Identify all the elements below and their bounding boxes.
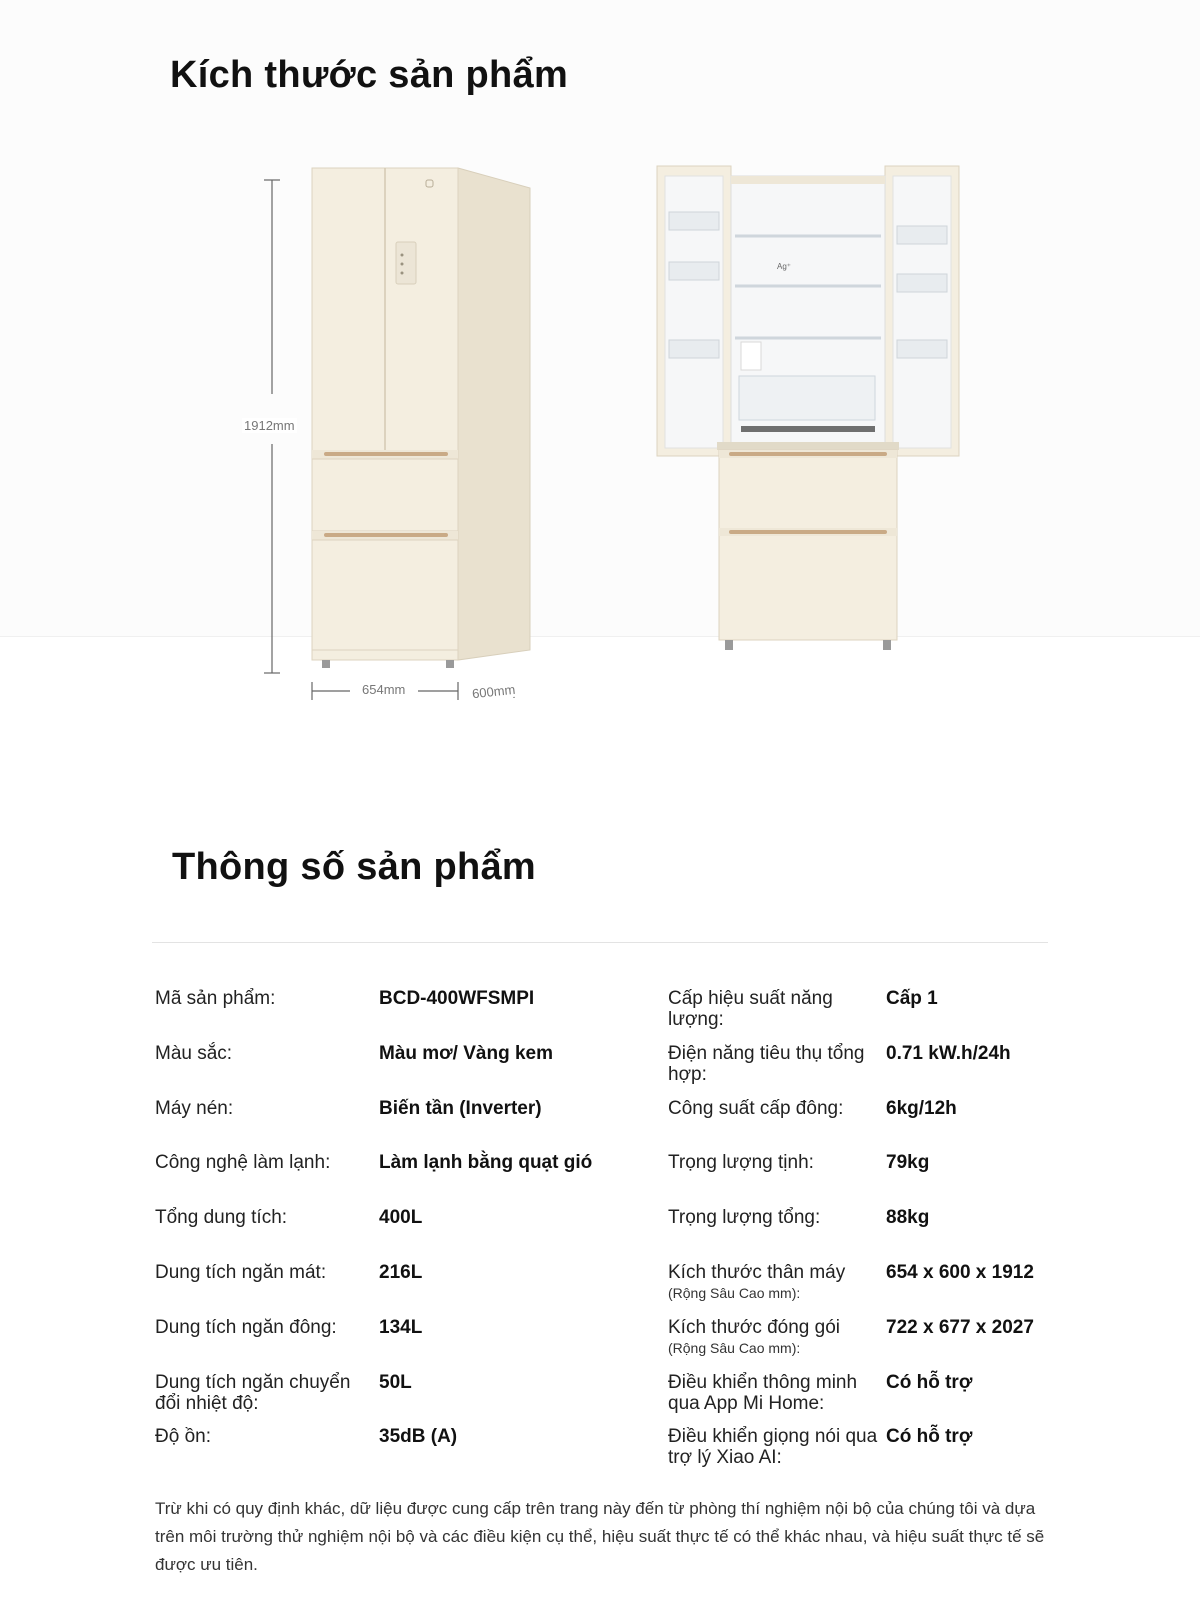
depth-dimension-label: 600mm <box>471 681 517 702</box>
spec-label-text: Cấp hiệu suất năng lượng: <box>668 988 833 1030</box>
spec-label: Độ ồn: <box>155 1426 211 1447</box>
specs-title: Thông số sản phẩm <box>172 846 537 888</box>
spec-value: 79kg <box>886 1152 930 1173</box>
spec-value: Biến tần (Inverter) <box>379 1098 542 1119</box>
spec-label-sub: (Rộng Sâu Cao mm): <box>668 1285 801 1301</box>
specs-divider <box>152 942 1048 943</box>
spec-label <box>668 1207 883 1228</box>
spec-label-text: Kích thước đóng gói <box>668 1317 841 1338</box>
spec-label-sub: (Rộng Sâu Cao mm): <box>668 1340 801 1356</box>
spec-value: 216L <box>379 1262 423 1283</box>
svg-text:Ag⁺: Ag⁺ <box>777 262 792 271</box>
spec-value: 35dB (A) <box>379 1426 458 1447</box>
spec-label-text: Trọng lượng tổng: <box>668 1207 821 1228</box>
spec-label-text: Kích thước thân máy <box>668 1262 846 1283</box>
fridge-closed-figure <box>244 160 550 720</box>
disclaimer-footnote: Trừ khi có quy định khác, dữ liệu được cung cấp trên trang này đến từ phòng thí nghiệm nội bộ của chúng tôi và dựa trên môi trường thử nghiệm nội bộ và các điều kiện cụ thể, hiệu suất thực tế có thể khác nhau, và hiệu suất thực tế sẽ được ưu tiên. <box>155 1499 1045 1574</box>
spec-value: 0.71 kW.h/24h <box>886 1043 1011 1064</box>
spec-value: 654 x 600 x 1912 <box>886 1262 1034 1283</box>
spec-value: Cấp 1 <box>886 988 938 1009</box>
spec-label-text: Điều khiển thông minh qua App Mi Home: <box>668 1372 858 1414</box>
spec-label: Máy nén: <box>155 1098 234 1119</box>
spec-label: Mã sản phẩm: <box>155 988 276 1009</box>
spec-label <box>668 1317 883 1358</box>
spec-value: 722 x 677 x 2027 <box>886 1317 1034 1338</box>
spec-value: BCD-400WFSMPI <box>379 988 535 1009</box>
spec-label-text: Công suất cấp đông: <box>668 1098 844 1119</box>
spec-value: Làm lạnh bằng quạt gió <box>379 1152 593 1173</box>
spec-label-text: Điện năng tiêu thụ tổng hợp: <box>668 1043 865 1085</box>
spec-label: Dung tích ngăn đông: <box>155 1317 337 1338</box>
fridge-open-figure <box>655 162 965 682</box>
spec-label <box>668 1043 883 1085</box>
spec-label <box>668 1426 883 1468</box>
spec-label: Dung tích ngăn mát: <box>155 1262 327 1283</box>
spec-label: Tổng dung tích: <box>155 1207 288 1228</box>
spec-value: 400L <box>379 1207 423 1228</box>
fridge-closed-illustration <box>250 160 550 720</box>
spec-value: 134L <box>379 1317 423 1338</box>
spec-label-text: Điều khiển giọng nói qua trợ lý Xiao AI: <box>668 1426 878 1468</box>
spec-label <box>668 1372 883 1414</box>
spec-label-text: Trọng lượng tịnh: <box>668 1152 814 1173</box>
width-dimension-label: 654mm <box>362 682 406 697</box>
spec-value: Có hỗ trợ <box>886 1372 973 1393</box>
spec-label <box>668 988 883 1030</box>
height-dimension-label: 1912mm <box>244 418 295 433</box>
spec-label <box>668 1262 883 1303</box>
spec-label: Màu sắc: <box>155 1043 233 1064</box>
spec-value: 88kg <box>886 1207 930 1228</box>
spec-label <box>668 1152 883 1173</box>
spec-label: Dung tích ngăn chuyển đổi nhiệt độ: <box>155 1372 351 1414</box>
spec-value: 6kg/12h <box>886 1098 957 1119</box>
spec-label <box>668 1098 883 1119</box>
fridge-open-illustration <box>655 162 965 682</box>
spec-value: Có hỗ trợ <box>886 1426 973 1447</box>
spec-value: 50L <box>379 1372 412 1393</box>
spec-value: Màu mơ/ Vàng kem <box>379 1043 553 1064</box>
spec-label: Công nghệ làm lạnh: <box>155 1152 331 1173</box>
dimensions-title: Kích thước sản phẩm <box>170 54 569 96</box>
